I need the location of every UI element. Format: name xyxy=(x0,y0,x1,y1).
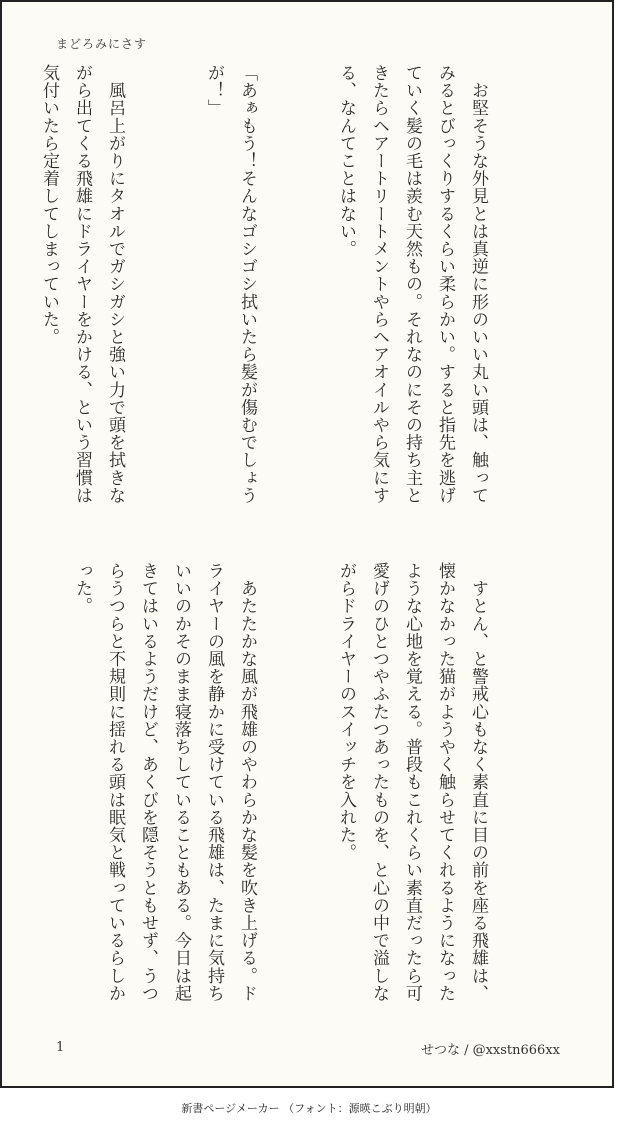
paragraph: 風呂上がりにタオルでガシガシと強い力で頭を拭きながら出てくる飛雄にドライヤーをかける、という習慣は気付いたら定着してしまっていた。 xyxy=(39,64,125,504)
author-credit: せつな / @xxstn666xx xyxy=(420,1043,560,1058)
page-title: まどろみにさす xyxy=(56,37,148,51)
text-block-top xyxy=(39,64,560,514)
paragraph: お堅そうな外見とは真逆に形のいい丸い頭は、触ってみるとびっくりするくらい柔らかい。すると指先を逃げていく髪の毛は羨む天然もの。それなのにその持ち主ときたらヘアートリートメントやらヘアオイルやら気にする、なんてことはない。 xyxy=(336,64,488,504)
paragraph: すとん、と警戒心もなく素直に目の前を座る飛雄は、懐かなかった猫がようやく触らせてくれるようになったような心地を覚える。普段もこれくらい素直だったら可愛げのひとつやふたつあったものを、と心の中で溢しながらドライヤーのスイッチを入れた。 xyxy=(336,562,488,1002)
generator-footer: 新書ページメーカー （フォント：源暎こぶり明朝） xyxy=(181,1102,437,1115)
text-block-bottom xyxy=(50,562,560,1012)
paragraph: 「あぁもう！そんなゴシゴシ拭いたら髪が傷むでしょうが！」 xyxy=(204,64,257,504)
paragraph: あたたかな風が飛雄のやわらかな髪を吹き上げる。ドライヤーの風を静かに受けている飛雄は、たまに気持ちいいのかそのまま寝落ちしていることもある。今日は起きてはいるようだけど、あくびを隠そうともせず、うつらうつらと不規則に揺れる頭は眠気と戦っているらしかった。 xyxy=(72,562,257,1002)
page-number: 1 xyxy=(56,1040,65,1055)
